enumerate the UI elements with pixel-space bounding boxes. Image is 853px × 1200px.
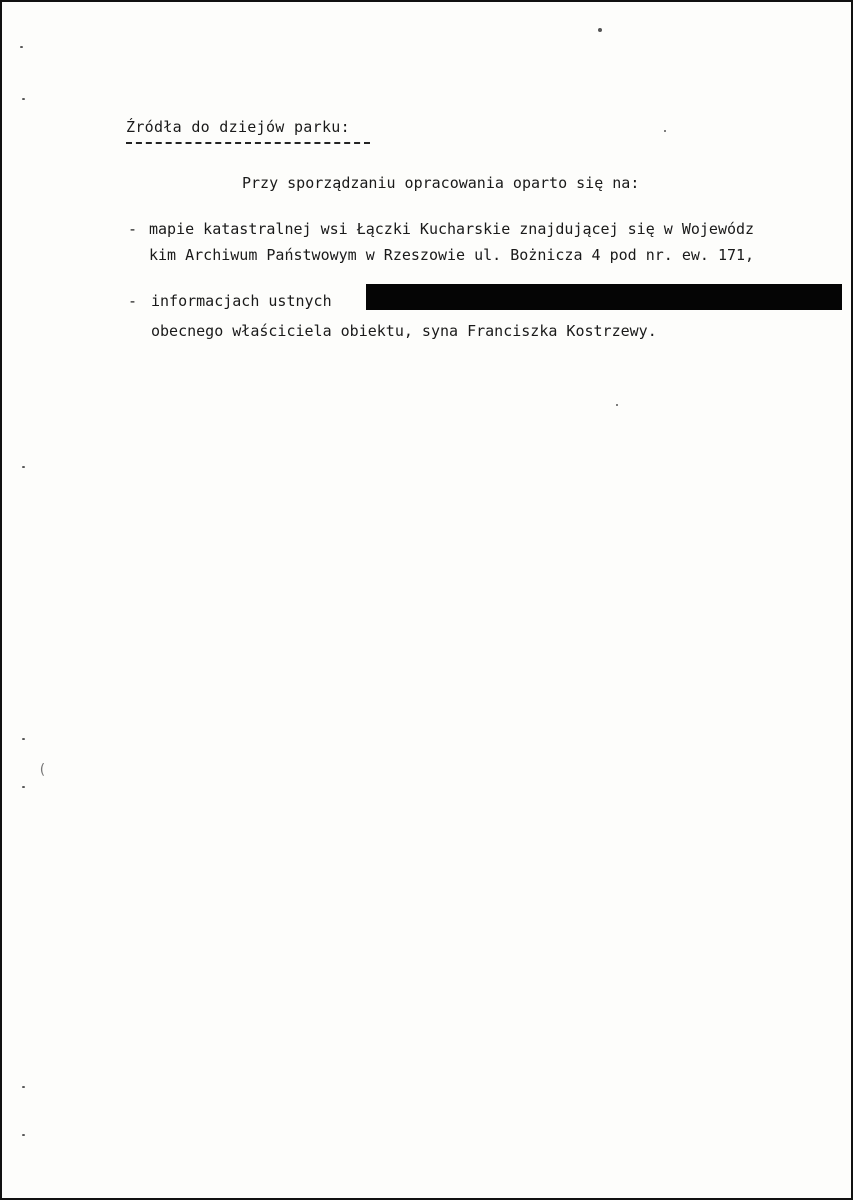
scan-speck	[22, 1086, 25, 1088]
intro-sentence: Przy sporządzaniu opracowania oparto się na:	[242, 174, 640, 192]
scan-speck	[22, 786, 25, 788]
list-bullet: -	[128, 220, 138, 238]
list-bullet: -	[128, 292, 138, 310]
scan-speck	[20, 46, 23, 48]
scan-speck	[22, 466, 25, 468]
section-heading: Źródła do dziejów parku:	[126, 118, 350, 136]
scan-mark: (	[38, 762, 47, 778]
list-item-line: kim Archiwum Państwowym w Rzeszowie ul. Bożnicza 4 pod nr. ew. 171,	[149, 246, 755, 264]
scan-speck	[22, 738, 25, 740]
scan-speck	[616, 404, 618, 406]
list-item-line: mapie katastralnej wsi Łączki Kucharskie znajdującej się w Wojewódz	[149, 220, 755, 238]
list-item-line: informacjach ustnych	[151, 292, 332, 310]
scan-speck	[598, 28, 602, 32]
scan-speck	[664, 130, 666, 132]
heading-underline	[126, 142, 370, 144]
scan-speck	[22, 1134, 25, 1136]
redaction-bar	[366, 284, 842, 310]
scan-speck	[22, 98, 25, 100]
list-item-line: obecnego właściciela obiektu, syna Franciszka Kostrzewy.	[151, 322, 657, 340]
